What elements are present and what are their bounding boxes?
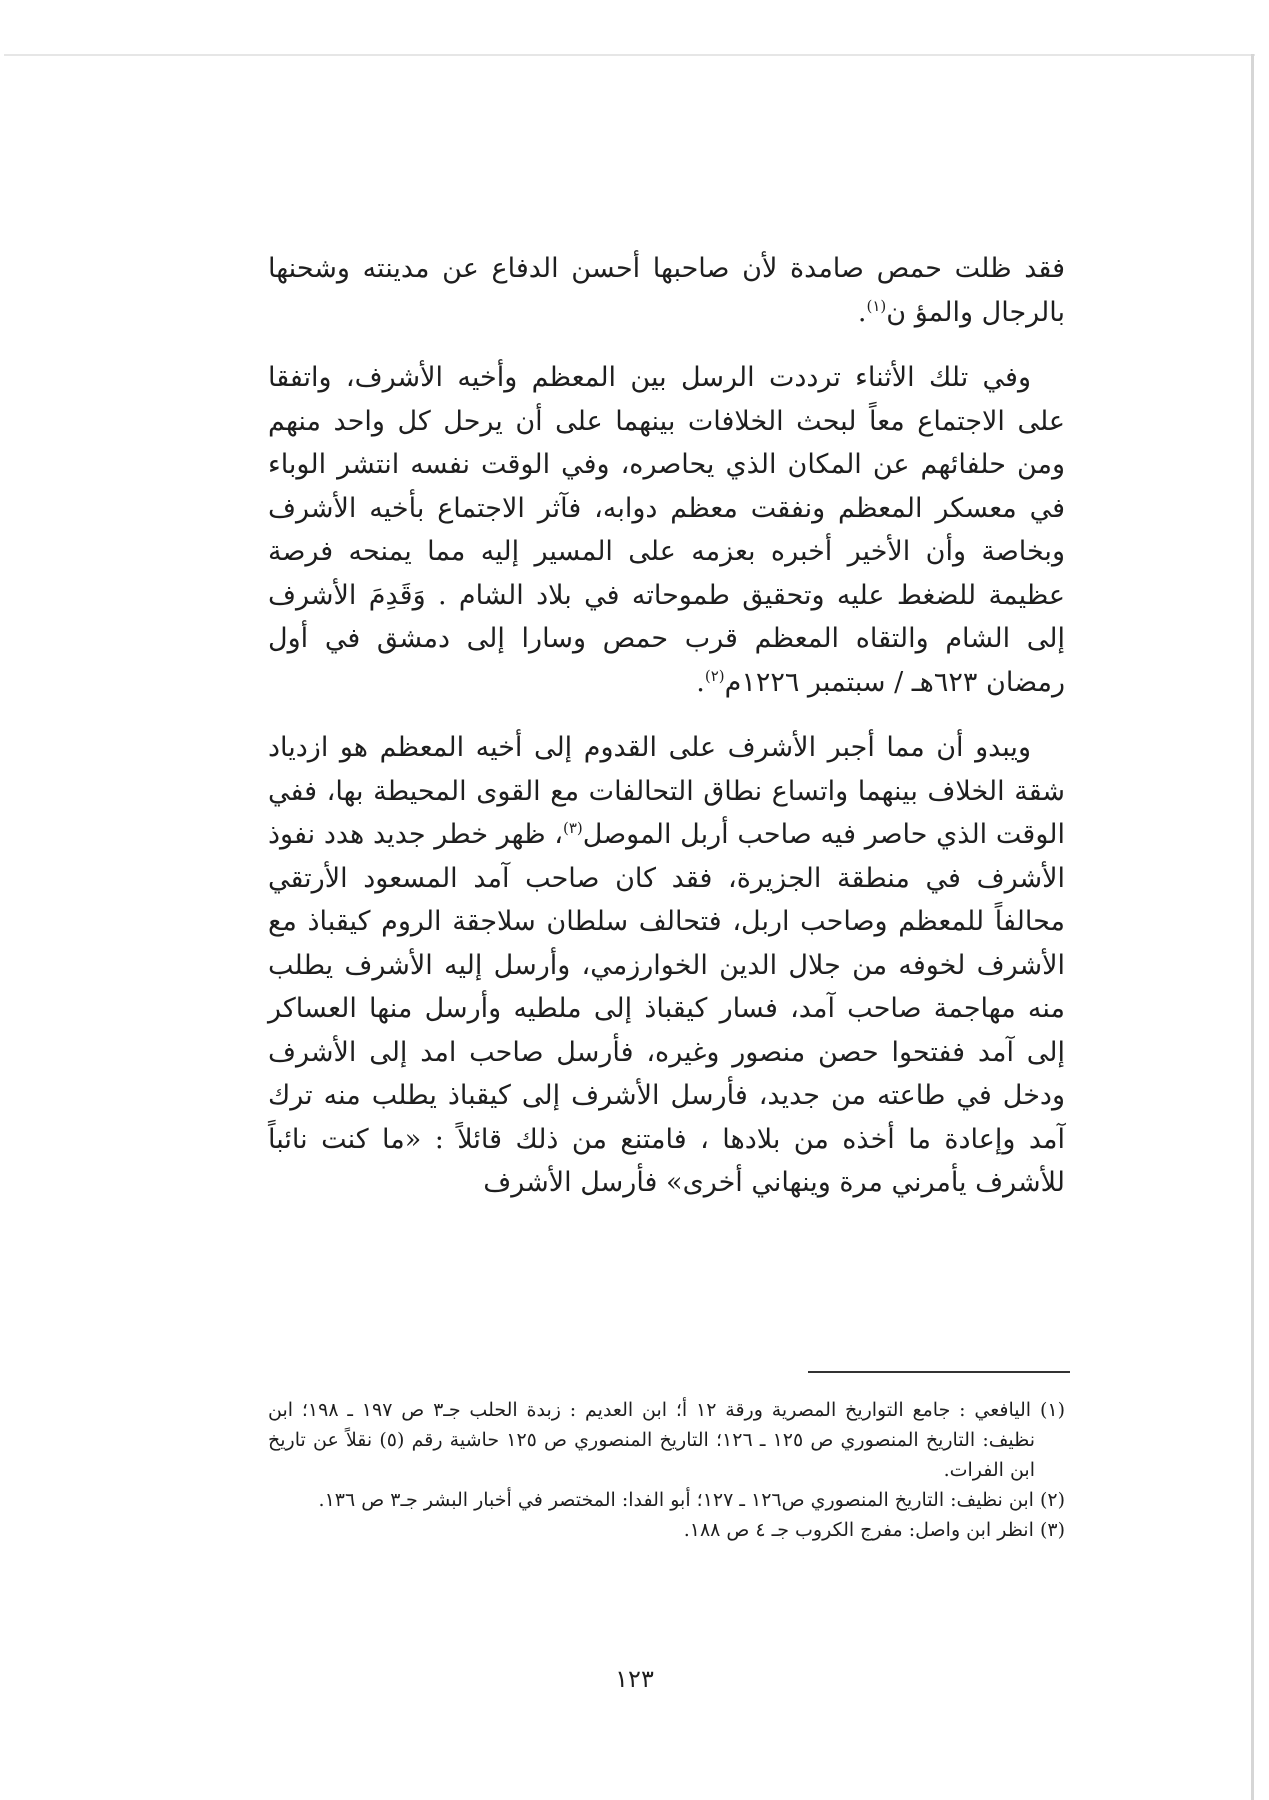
paragraph-3-text-after: ، ظهر خطر جديد هدد نفوذ الأشرف في منطقة الجزيرة، فقد كان صاحب آمد المسعود الأرتقي محالفاً للمعظم وصاحب اربل، فتحالف سلطان سلاجقة الروم كيقباذ مع الأشرف لخوفه من جلال الدين الخوارزمي، وأرسل إليه الأشرف يطلب منه مهاجمة صاحب آمد، فسار كيقباذ إلى ملطيه وأرسل منها العساكر إلى آمد ففتحوا حصن منصور وغيره، فأرسل صاحب امد إلى الأشرف ودخل في طاعته من جديد، فأرسل الأشرف إلى كيقباذ يطلب منه ترك آمد وإعادة ما أخذه من بلادها ، فامتنع من ذلك قائلاً : «ما كنت نائباً للأشرف يأمرني مرة وينهاني أخرى» فأرسل الأشرف xyxy=(268,819,1065,1198)
footnote-1-marker: (١) xyxy=(1039,1399,1065,1421)
footnote-ref-2[interactable]: (٢) xyxy=(704,666,725,685)
footnote-separator xyxy=(808,1371,1070,1373)
paragraph-2-tail: . xyxy=(696,666,705,698)
page-number: ١٢٣ xyxy=(615,1665,654,1693)
paragraph-3 xyxy=(268,726,1065,1205)
footnotes xyxy=(268,1395,1065,1545)
footnote-2 xyxy=(268,1485,1065,1515)
footnote-2-marker: (٢) xyxy=(1039,1489,1065,1511)
paragraph-1-text: فقد ظلت حمص صامدة لأن صاحبها أحسن الدفاع عن مدينته وشحنها بالرجال والمؤ ن xyxy=(268,253,1065,328)
scan-top-edge xyxy=(4,54,1255,56)
paragraph-1 xyxy=(268,247,1065,334)
footnote-ref-1[interactable]: (١) xyxy=(866,296,887,315)
footnote-3-marker: (٣) xyxy=(1039,1519,1065,1541)
scan-right-edge xyxy=(1251,54,1254,1800)
footnote-3-text: انظر ابن واصل: مفرج الكروب جـ ٤ ص ١٨٨. xyxy=(683,1519,1034,1541)
page-body xyxy=(268,247,1065,1227)
paragraph-2-text: وفي تلك الأثناء ترددت الرسل بين المعظم وأخيه الأشرف، واتفقا على الاجتماع معاً لبحث الخلافات بينهما على أن يرحل كل واحد منهم ومن حلفائهم عن المكان الذي يحاصره، وفي الوقت نفسه انتشر الوباء في معسكر المعظم ونفقت معظم دوابه، فآثر الاجتماع بأخيه الأشرف وبخاصة وأن الأخير أخبره بعزمه على المسير إليه مما يمنحه فرصة عظيمة للضغط عليه وتحقيق طموحاته في بلاد الشام . وَقَدِمَ الأشرف إلى الشام والتقاه المعظم قرب حمص وسارا إلى دمشق في أول رمضان ٦٢٣هـ / سبتمبر ١٢٢٦م xyxy=(268,362,1065,698)
paragraph-2 xyxy=(268,356,1065,704)
footnote-3 xyxy=(268,1515,1065,1545)
footnote-1-text: اليافعي : جامع التواريخ المصرية ورقة ١٢ أ؛ ابن العديم : زبدة الحلب جـ٣ ص ١٩٧ ـ ١٩٨؛ ابن نظيف: التاريخ المنصوري ص ١٢٥ ـ ١٢٦؛ التاريخ المنصوري ص ١٢٥ حاشية رقم (٥) نقلاً عن تاريخ ابن الفرات. xyxy=(268,1399,1035,1481)
footnote-2-text: ابن نظيف: التاريخ المنصوري ص١٢٦ ـ ١٢٧؛ أبو الفدا: المختصر في أخبار البشر جـ٣ ص ١٣٦. xyxy=(318,1489,1034,1511)
footnote-ref-3[interactable]: (٣) xyxy=(563,819,583,837)
paragraph-1-tail: . xyxy=(857,296,867,328)
footnote-1 xyxy=(268,1395,1065,1485)
paragraph-3-text-before: ويبدو أن مما أجبر الأشرف على القدوم إلى أخيه المعظم هو ازدياد شقة الخلاف بينهما واتساع نطاق التحالفات مع القوى المحيطة بها، ففي الوقت الذي حاصر فيه صاحب أربل الموصل xyxy=(268,732,1065,850)
